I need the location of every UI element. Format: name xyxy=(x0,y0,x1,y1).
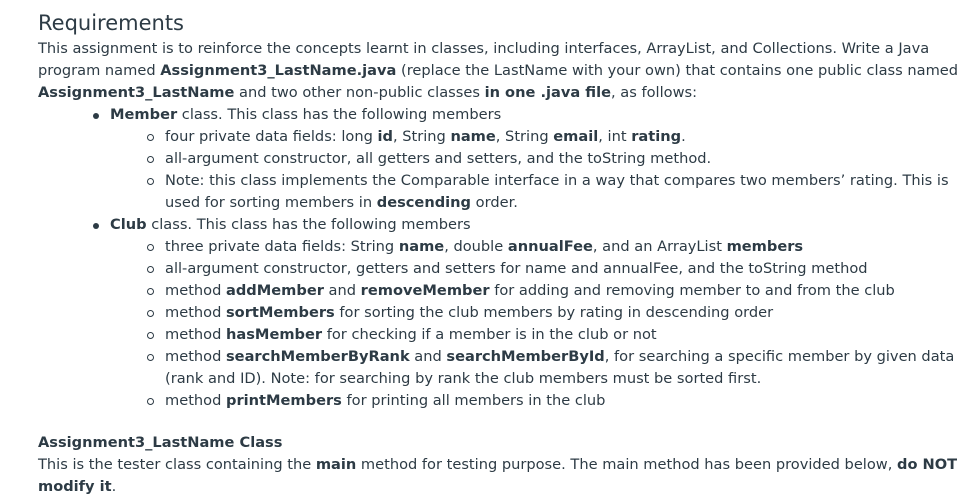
intro-text: and two other non-public classes xyxy=(234,84,485,101)
list-item xyxy=(110,324,959,346)
do-not-modify-bold: do NOT modify it xyxy=(38,456,958,495)
item-text: , and an ArrayList xyxy=(592,238,727,255)
field-name: name xyxy=(450,128,496,145)
method-addmember: addMember xyxy=(226,282,324,299)
item-text: for adding and removing member to and from the club xyxy=(489,282,895,299)
list-item xyxy=(110,170,959,214)
method-sortmembers: sortMembers xyxy=(226,304,335,321)
list-item xyxy=(110,346,959,390)
list-item xyxy=(110,302,959,324)
circle-bullet-icon xyxy=(147,354,154,361)
intro-text: (replace the LastName with your own) that contains one public class named xyxy=(396,62,959,79)
circle-bullet-icon xyxy=(147,244,154,251)
item-text: for sorting the club members by rating in descending order xyxy=(334,304,774,321)
page-title: Requirements xyxy=(38,11,184,35)
circle-bullet-icon xyxy=(147,288,154,295)
method-searchmemberbyid: searchMemberById xyxy=(446,348,605,365)
item-text: , double xyxy=(444,238,508,255)
list-item xyxy=(110,236,959,258)
item-text: method xyxy=(165,392,226,409)
list-item xyxy=(110,258,959,280)
club-class-desc: class. This class has the following members xyxy=(146,216,471,233)
field-members: members xyxy=(726,238,804,255)
item-text: , String xyxy=(495,128,554,145)
disc-bullet-icon xyxy=(93,223,99,229)
filename-bold: Assignment3_LastName.java xyxy=(160,62,397,79)
list-item xyxy=(110,280,959,302)
circle-bullet-icon xyxy=(147,398,154,405)
member-class-item xyxy=(38,104,959,214)
item-text: method xyxy=(165,304,226,321)
field-name: name xyxy=(398,238,445,255)
item-text: , for searching a specific member by given data (rank and ID). Note: for searching by rank the club members must be sorted first. xyxy=(165,348,955,387)
club-class-item xyxy=(38,214,959,412)
field-email: email xyxy=(553,128,599,145)
field-annualfee: annualFee xyxy=(507,238,593,255)
intro-text: This assignment is to reinforce the concepts learnt in classes, including interfaces, ArrayList, and Collections. Write a Java program named xyxy=(38,40,930,79)
main-bold: main xyxy=(315,456,357,473)
one-file-bold: in one .java file xyxy=(484,84,611,101)
tester-text: This is the tester class containing the xyxy=(38,456,316,473)
member-sublist xyxy=(110,126,959,214)
field-id: id xyxy=(377,128,393,145)
spacer xyxy=(38,412,959,432)
list-item xyxy=(110,148,959,170)
intro-text: , as follows: xyxy=(611,84,698,101)
club-sublist xyxy=(110,236,959,412)
item-text: and xyxy=(323,282,361,299)
circle-bullet-icon xyxy=(147,310,154,317)
field-rating: rating xyxy=(631,128,682,145)
intro-paragraph xyxy=(38,38,959,104)
circle-bullet-icon xyxy=(147,332,154,339)
tester-text: method for testing purpose. The main method has been provided below, xyxy=(356,456,897,473)
item-text: four private data fields: long xyxy=(165,128,378,145)
circle-bullet-icon xyxy=(147,156,154,163)
circle-bullet-icon xyxy=(147,134,154,141)
tester-paragraph xyxy=(38,454,959,498)
tester-text: . xyxy=(111,478,117,495)
method-searchmemberbyrank: searchMemberByRank xyxy=(226,348,410,365)
item-text: , int xyxy=(598,128,632,145)
member-class-desc: class. This class has the following members xyxy=(177,106,502,123)
item-text: . xyxy=(681,128,686,145)
circle-bullet-icon xyxy=(147,178,154,185)
class-list xyxy=(38,104,959,412)
descending-bold: descending xyxy=(376,194,472,211)
item-text: method xyxy=(165,326,226,343)
method-removemember: removeMember xyxy=(360,282,490,299)
item-text: and xyxy=(409,348,447,365)
disc-bullet-icon xyxy=(93,113,99,119)
method-hasmember: hasMember xyxy=(226,326,323,343)
item-text: order. xyxy=(471,194,518,211)
item-text: three private data fields: String xyxy=(165,238,399,255)
list-item xyxy=(110,390,959,412)
item-text: Note: this class implements the Comparable interface in a way that compares two members’ rating. This is used for sorting members in xyxy=(165,172,949,211)
list-item xyxy=(110,126,959,148)
member-class-name: Member xyxy=(110,106,178,123)
item-text: all-argument constructor, all getters and setters, and the toString method. xyxy=(165,150,712,167)
item-text: method xyxy=(165,348,226,365)
item-text: , String xyxy=(392,128,451,145)
classname-bold: Assignment3_LastName xyxy=(38,84,235,101)
item-text: for printing all members in the club xyxy=(341,392,606,409)
item-text: all-argument constructor, getters and setters for name and annualFee, and the toString method xyxy=(165,260,868,277)
method-printmembers: printMembers xyxy=(226,392,342,409)
club-class-name: Club xyxy=(110,216,147,233)
tester-section-title: Assignment3_LastName Class xyxy=(38,434,283,451)
item-text: method xyxy=(165,282,226,299)
circle-bullet-icon xyxy=(147,266,154,273)
item-text: for checking if a member is in the club or not xyxy=(322,326,657,343)
